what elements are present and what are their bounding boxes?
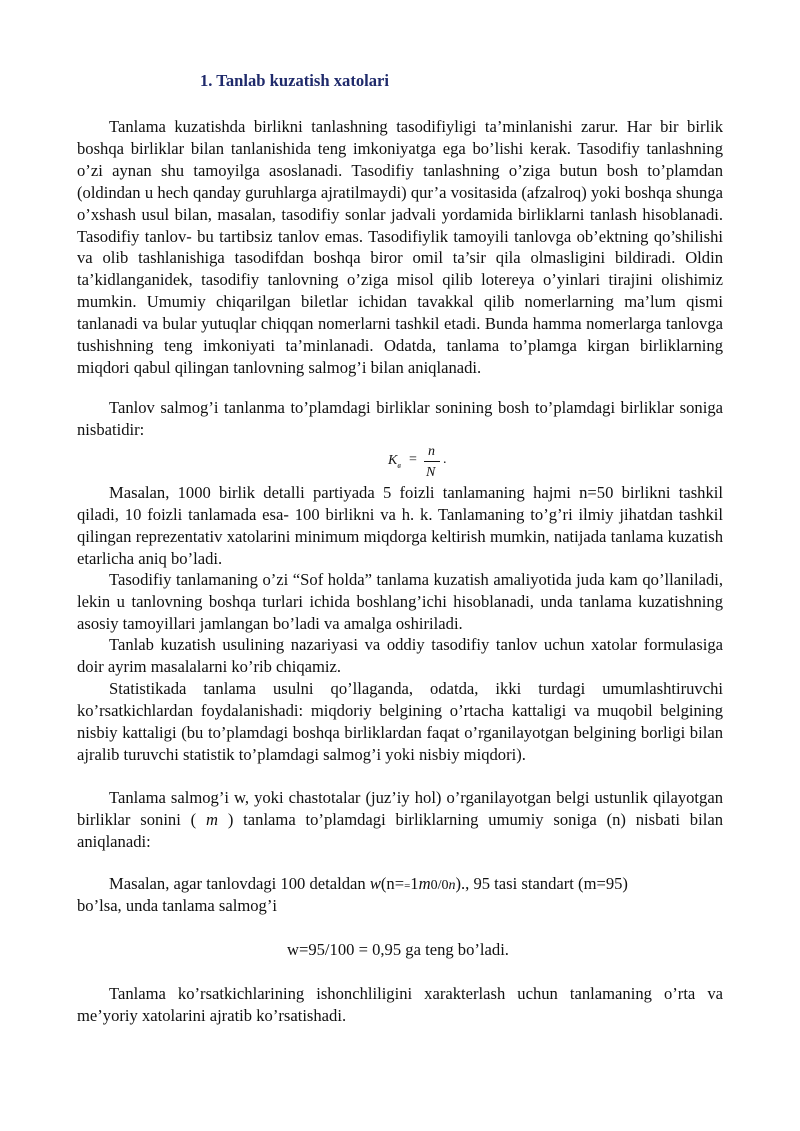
paragraph-sample-weight: Tanlov salmog’i tanlanma to’plamdagi birliklar sonining bosh to’plamdagi birliklar soniga nisbatidir:: [77, 398, 723, 439]
section-heading: 1. Tanlab kuzatish xatolari: [200, 71, 390, 90]
formula-denominator: N: [426, 465, 436, 480]
paragraph-example-1000: Masalan, 1000 birlik detalli partiyada 5 foizli tanlamaning hajmi n=50 birlikni tashkil qiladi, 10 foizli tanlamada esa- 100 birlikni va h. k. Tanlamaning to’g’ri ilmiy jihatdan tashkil qilingan reprezentativ xatolarini minimum miqdorga keltirish mumkin, natijada tanlama kuzatish etarlicha aniq bo’ladi.: [77, 483, 723, 568]
paragraph-indicators: Statistikada tanlama usulni qo’llaganda, odatda, ikki turdagi umumlashtiruvchi ko’rsatkichlardan foydalanishadi: miqdoriy belgining o’rtacha kattaligi va muqobil belgining nisbiy kattaligi (bu to’plamdagi boshqa birliklardan faqat o’rganilayotgan belgining borligi bilan ajralib turuvchi statistik to’plamdagi salmog’i yoki nisbiy miqdori).: [77, 679, 723, 764]
formula-k: $K_в$: [388, 453, 401, 470]
result-line: w=95/100 = 0,95 ga teng bo’ladi.: [287, 940, 509, 959]
paragraph-sampling-randomness: Tanlama kuzatishda birlikni tanlashning tasodifiyligi ta’minlanishi zarur. Har bir birlik boshqa birliklar bilan tanlanishida teng imkoniyatga ega bo’lishi kerak. Tasodifiy tanlashning o’zi aynan shu tamoyilga asoslanadi. Tasodifiy tanlashning o’ziga butun bosh to’plamdan (oldindan u hech qanday guruhlarga ajratilmaydi) qur’a vositasida (afzalroq) yoki boshqa shunga o’xshash usul bilan, masalan, tasodifiy sonlar jadvali yordamida birliklarni tanlash hisoblanadi. Tasodifiy tanlov- bu tartibsiz tanlov emas. Tasodifiylik tamoyili tanlovga ob’ektning qo’shilishi va olib tashlanishiga tasodifdan boshqa biror omil ta’sir qila olmasligini bildiradi. Oldin ta’kidlanganidek, tasodifiy tanlovning o’ziga misol qilib lotereya o’yinlari tirajini olishimiz mumkin. Umumiy chiqarilgan biletlar ichidan tavakkal qilib nomerlarning ma’lum qismi tanlanadi va bular yutuqlar chiqqan nomerlarni tashkil etadi. Bunda hamma nomerlarga tanlovga tushishning teng imkoniyati ta’minlanadi. Odatda, tanlama to’plamga kirgan birliklarning miqdori qabul qilingan tanlovning salmog’i bilan aniqlanadi.: [77, 117, 723, 377]
formula-equals: =: [409, 452, 417, 467]
paragraph-frequency: Tanlama salmog’i w, yoki chastotalar (juz’iy hol) o’rganilayotgan belgi ustunlik qilayotgan birliklar sonini ( m ) tanlama to’plamdagi birliklarning umumiy soniga (n) nisbati bilan aniqlanadi:: [77, 788, 723, 851]
paragraph-theory: Tanlab kuzatish usulining nazariyasi va oddiy tasodifiy tanlov uchun xatolar formulasiga doir ayrim masalalarni ko’rib chiqamiz.: [77, 635, 723, 676]
example-line-2: bo’lsa, unda tanlama salmog’i: [77, 896, 277, 915]
paragraph-pure-random: Tasodifiy tanlamaning o’zi “Sof holda” tanlama kuzatish amaliyotida juda kam qo’llaniladi, lekin u tanlovning boshqa turlari ichida boshlang’ichi hisoblanadi, unda tanlama kuzatishning asosiy tamoyillari jamlangan bo’ladi va amalga oshiriladi.: [77, 570, 723, 633]
example-line-1: Masalan, agar tanlovdagi 100 detaldan w(n==1m0/0n)., 95 tasi standart (m=95): [109, 874, 628, 893]
sample-weight-formula: [384, 442, 464, 484]
formula-numerator: n: [428, 444, 435, 459]
formula-period: .: [443, 452, 447, 467]
paragraph-reliability: Tanlama ko’rsatkichlarining ishonchliligini xarakterlash uchun tanlamaning o’rta va me’yoriy xatolarini ajratib ko’rsatishadi.: [77, 984, 723, 1025]
